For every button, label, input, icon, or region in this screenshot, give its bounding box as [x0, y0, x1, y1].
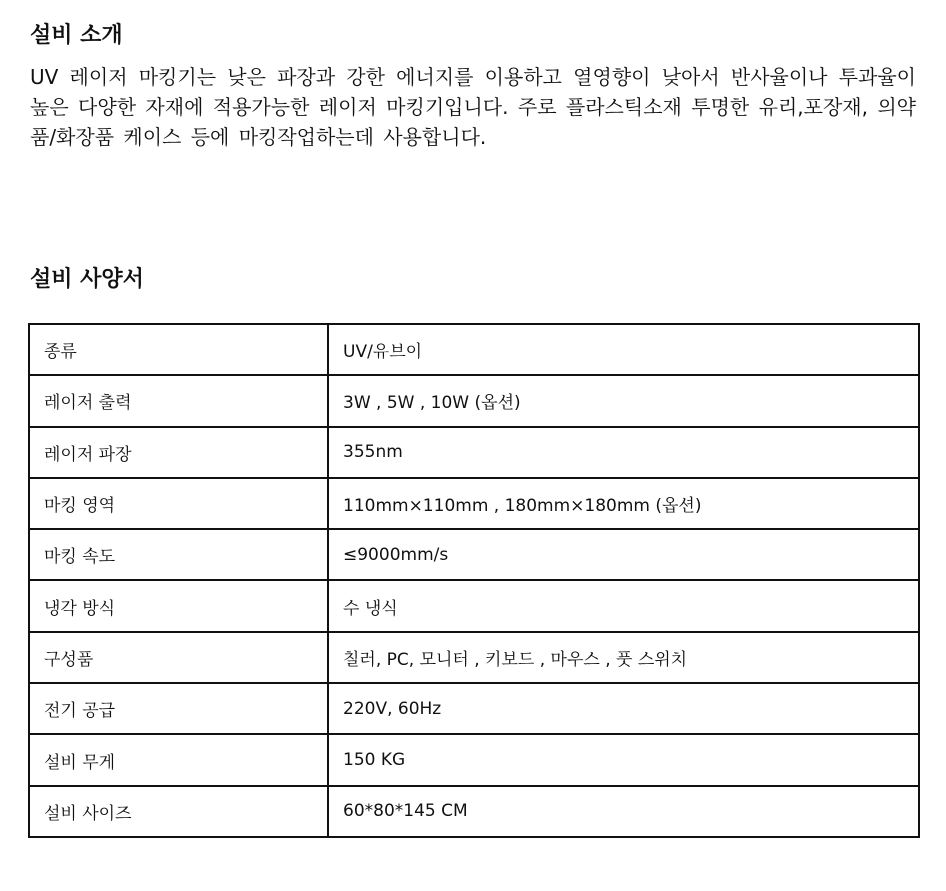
- spec-label: 종류: [29, 324, 328, 375]
- spec-value: 355nm: [328, 427, 919, 478]
- spec-value: ≤9000mm/s: [328, 529, 919, 580]
- spec-value: UV/유브이: [328, 324, 919, 375]
- table-row: [29, 375, 919, 426]
- spec-label: 레이저 파장: [29, 427, 328, 478]
- spec-value: 60*80*145 CM: [328, 786, 919, 837]
- table-row: [29, 683, 919, 734]
- table-row: [29, 478, 919, 529]
- spec-heading: 설비 사양서: [30, 267, 144, 292]
- spec-value: 150 KG: [328, 734, 919, 785]
- table-row: [29, 734, 919, 785]
- table-row: [29, 786, 919, 837]
- spec-label: 마킹 영역: [29, 478, 328, 529]
- table-row: [29, 580, 919, 631]
- table-row: [29, 324, 919, 375]
- spec-label: 구성품: [29, 632, 328, 683]
- spec-value: 110mm×110mm , 180mm×180mm (옵션): [328, 478, 919, 529]
- spec-value: 칠러, PC, 모니터 , 키보드 , 마우스 , 풋 스위치: [328, 632, 919, 683]
- intro-paragraph: UV 레이저 마킹기는 낮은 파장과 강한 에너지를 이용하고 열영향이 낮아서 반사율이나 투과율이 높은 다양한 자재에 적용가능한 레이저 마킹기입니다. 주로 플라스틱소재 투명한 유리,포장재, 의약품/화장품 케이스 등에 마킹작업하는데 사용합니다.: [30, 65, 916, 149]
- spec-label: 냉각 방식: [29, 580, 328, 631]
- spec-value: 220V, 60Hz: [328, 683, 919, 734]
- spec-label: 설비 사이즈: [29, 786, 328, 837]
- spec-label: 전기 공급: [29, 683, 328, 734]
- table-row: [29, 632, 919, 683]
- intro-heading: 설비 소개: [30, 23, 123, 48]
- spec-label: 레이저 출력: [29, 375, 328, 426]
- spec-table: [28, 323, 920, 838]
- table-row: [29, 529, 919, 580]
- spec-value: 3W , 5W , 10W (옵션): [328, 375, 919, 426]
- spec-label: 설비 무게: [29, 734, 328, 785]
- spec-label: 마킹 속도: [29, 529, 328, 580]
- spec-value: 수 냉식: [328, 580, 919, 631]
- table-row: [29, 427, 919, 478]
